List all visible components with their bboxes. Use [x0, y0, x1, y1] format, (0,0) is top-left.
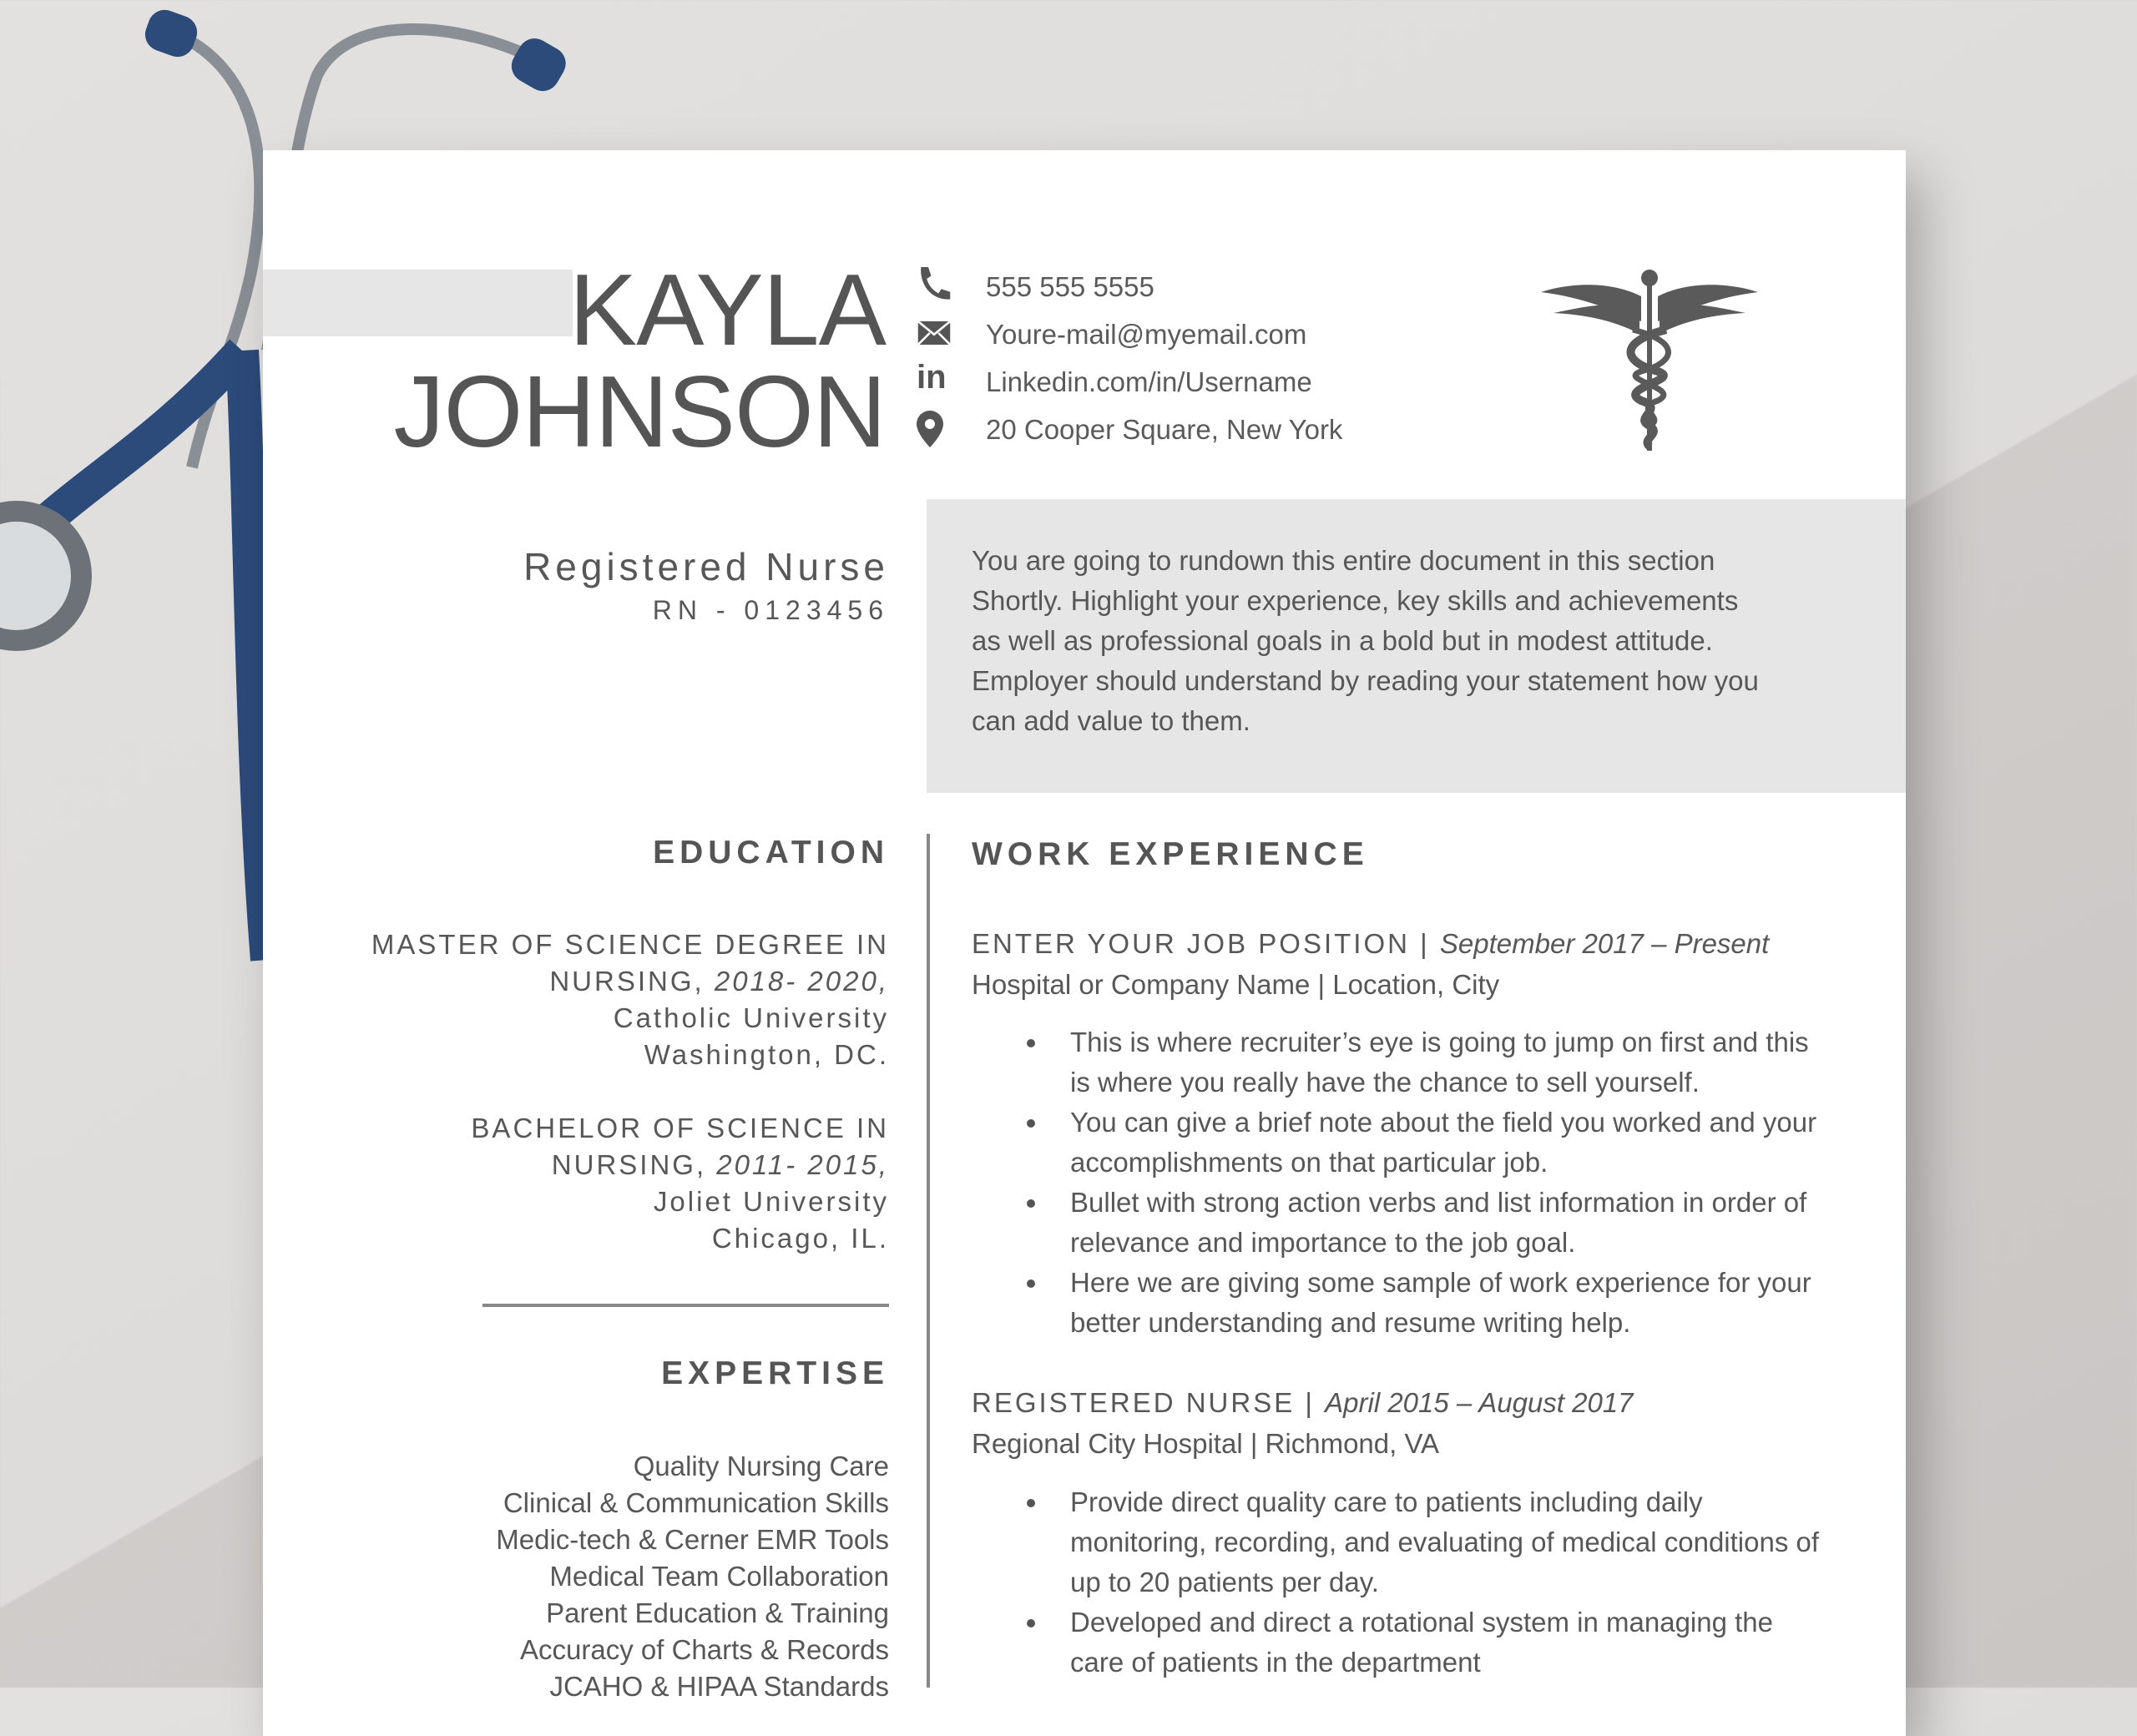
expertise-item: Parent Education & Training: [546, 1597, 889, 1628]
caduceus-icon: [1541, 263, 1758, 455]
education-heading: EDUCATION: [653, 835, 889, 871]
education-entry: [371, 926, 889, 1073]
section-divider: [482, 1304, 889, 1307]
expertise-list: [496, 1448, 889, 1705]
phone-icon: [917, 265, 952, 300]
job-bullets: [1070, 1482, 1821, 1683]
company: Hospital or Company Name | Location, City: [972, 969, 1500, 1000]
degree-field: NURSING,: [551, 1149, 707, 1180]
license-number: RN - 0123456: [652, 595, 889, 625]
envelope-icon: [917, 319, 952, 354]
school: Catholic University: [613, 1002, 889, 1033]
job-position: ENTER YOUR JOB POSITION | September 2017 – Present: [972, 928, 1770, 959]
expertise-item: Medical Team Collaboration: [549, 1561, 889, 1592]
expertise-item: Medic-tech & Cerner EMR Tools: [496, 1524, 889, 1555]
school-location: Chicago, IL.: [711, 1223, 889, 1254]
years: 2011- 2015,: [716, 1149, 889, 1180]
job-dates: April 2015 – August 2017: [1325, 1387, 1634, 1418]
email: Youre-mail@myemail.com: [986, 319, 1307, 350]
expertise-item: JCAHO & HIPAA Standards: [549, 1671, 889, 1702]
bullet: Bullet with strong action verbs and list information in order of relevance and importance to the job goal.: [1070, 1183, 1821, 1263]
linkedin-url: Linkedin.com/in/Username: [986, 366, 1312, 397]
degree-field: NURSING,: [549, 966, 705, 997]
company: Regional City Hospital | Richmond, VA: [972, 1428, 1440, 1459]
column-divider: [927, 834, 930, 1688]
job-dates: September 2017 – Present: [1439, 928, 1770, 959]
linkedin-icon: in: [917, 359, 947, 396]
location-pin-icon: [917, 411, 952, 446]
address: 20 Cooper Square, New York: [986, 414, 1343, 445]
bullet: Developed and direct a rotational system in managing the care of patients in the department: [1070, 1602, 1821, 1683]
degree: BACHELOR OF SCIENCE IN: [471, 1113, 889, 1143]
phone-number: 555 555 5555: [986, 271, 1154, 302]
expertise-heading: EXPERTISE: [661, 1355, 889, 1391]
job-bullets: [1070, 1022, 1821, 1343]
bullet: Here we are giving some sample of work experience for your better understanding and resume writing help.: [1070, 1263, 1821, 1343]
years: 2018- 2020,: [714, 966, 889, 997]
first-name: KAYLA: [568, 253, 886, 366]
expertise-item: Quality Nursing Care: [633, 1451, 889, 1481]
bullet: You can give a brief note about the field you worked and your accomplishments on that particular job.: [1070, 1103, 1821, 1183]
school: Joliet University: [653, 1186, 889, 1217]
work-heading: WORK EXPERIENCE: [972, 836, 1369, 872]
expertise-item: Accuracy of Charts & Records: [520, 1634, 889, 1665]
bullet: Provide direct quality care to patients including daily monitoring, recording, and evaluating of medical conditions of up to 20 patients per day.: [1070, 1482, 1821, 1602]
bullet: This is where recruiter’s eye is going to jump on first and this is where you really have the chance to sell yourself.: [1070, 1022, 1821, 1103]
degree: MASTER OF SCIENCE DEGREE IN: [371, 929, 889, 960]
job-position: REGISTERED NURSE | April 2015 – August 2017: [972, 1387, 1634, 1418]
last-name: JOHNSON: [393, 355, 886, 468]
name-accent-bar: [263, 270, 573, 336]
school-location: Washington, DC.: [644, 1039, 889, 1070]
position-title: ENTER YOUR JOB POSITION: [972, 928, 1410, 959]
education-entry: [471, 1110, 889, 1257]
job-title: Registered Nurse: [523, 545, 889, 588]
expertise-item: Clinical & Communication Skills: [503, 1487, 889, 1518]
position-title: REGISTERED NURSE: [972, 1387, 1296, 1418]
summary-text: You are going to rundown this entire document in this section Shortly. Highlight your experience, key skills and achievements as well as professional goals in a bold but in modest attitude. Employer should understand by reading your statement how you can add value to them.: [972, 545, 1759, 736]
